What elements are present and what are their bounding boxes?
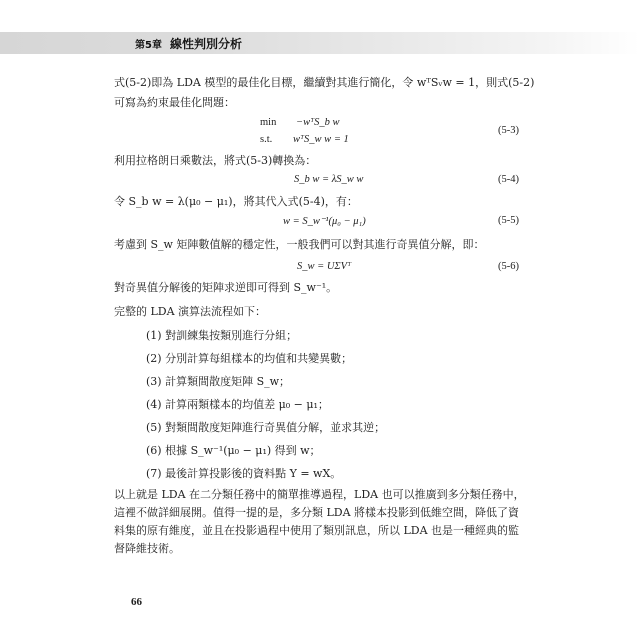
- paragraph-1-line-1: 式(5-2)即為 LDA 模型的最佳化目標，繼續對其進行簡化，令 wᵀSᵥw = 1，則式(5-2): [114, 76, 535, 89]
- opt-st-expr: wᵀS_w w = 1: [293, 134, 349, 145]
- step-2: (2) 分別計算每組樣本的均值和共變異數；: [146, 352, 353, 365]
- paragraph-7-line-3: 料集的原有維度，並且在投影過程中使用了類別訊息，所以 LDA 也是一種經典的監: [114, 524, 520, 537]
- eq-5-4-number: (5-4): [498, 174, 519, 185]
- chapter-label: 第5章: [135, 40, 162, 51]
- eq-5-5-expr: w = S_w⁻¹(μ₀ − μ₁): [283, 216, 366, 227]
- paragraph-1-line-2: 可寫為約束最佳化問題：: [114, 96, 235, 109]
- eq-5-6-number: (5-6): [498, 261, 519, 272]
- step-7: (7) 最後計算投影後的資料點 Y = wX。: [146, 467, 342, 480]
- chapter-title: 線性判別分析: [170, 37, 243, 51]
- paragraph-3: 令 S_b w = λ(μ₀ − μ₁)，將其代入式(5-4)，有：: [114, 195, 358, 208]
- opt-min-label: min: [260, 117, 277, 128]
- step-4: (4) 計算兩類樣本的均值差 μ₀ − μ₁；: [146, 398, 329, 411]
- opt-st-label: s.t.: [260, 134, 273, 145]
- paragraph-2: 利用拉格朗日乘數法，將式(5-3)轉換為：: [114, 154, 317, 167]
- step-5: (5) 對類間散度矩陣進行奇異值分解，並求其逆；: [146, 421, 386, 434]
- eq-5-4-expr: S_b w = λS_w w: [294, 174, 364, 185]
- step-6: (6) 根據 S_w⁻¹(μ₀ − μ₁) 得到 w；: [146, 444, 321, 457]
- eq-5-3-number: (5-3): [498, 125, 519, 136]
- step-3: (3) 計算類間散度矩陣 S_w；: [146, 375, 291, 388]
- opt-min-expr: −wᵀS_b w: [296, 117, 340, 128]
- eq-5-6-expr: S_w = UΣVᵀ: [297, 261, 352, 272]
- paragraph-7-line-1: 以上就是 LDA 在二分類任務中的簡單推導過程，LDA 也可以推廣到多分類任務中，: [114, 488, 525, 501]
- paragraph-7-line-4: 督降維技術。: [114, 542, 180, 555]
- paragraph-7-line-2: 這裡不做詳細展開。值得一提的是，多分類 LDA 將樣本投影到低維空間，降低了資: [114, 506, 520, 519]
- paragraph-5: 對奇異值分解後的矩陣求逆即可得到 S_w⁻¹。: [114, 281, 338, 294]
- step-1: (1) 對訓練集按類別進行分組；: [146, 329, 298, 342]
- eq-5-5-number: (5-5): [498, 215, 519, 226]
- paragraph-4: 考慮到 S_w 矩陣數值解的穩定性，一般我們可以對其進行奇異值分解，即：: [114, 238, 485, 251]
- paragraph-6: 完整的 LDA 演算法流程如下：: [114, 305, 267, 318]
- chapter-header-band: [0, 32, 640, 54]
- page-number: 66: [131, 596, 142, 608]
